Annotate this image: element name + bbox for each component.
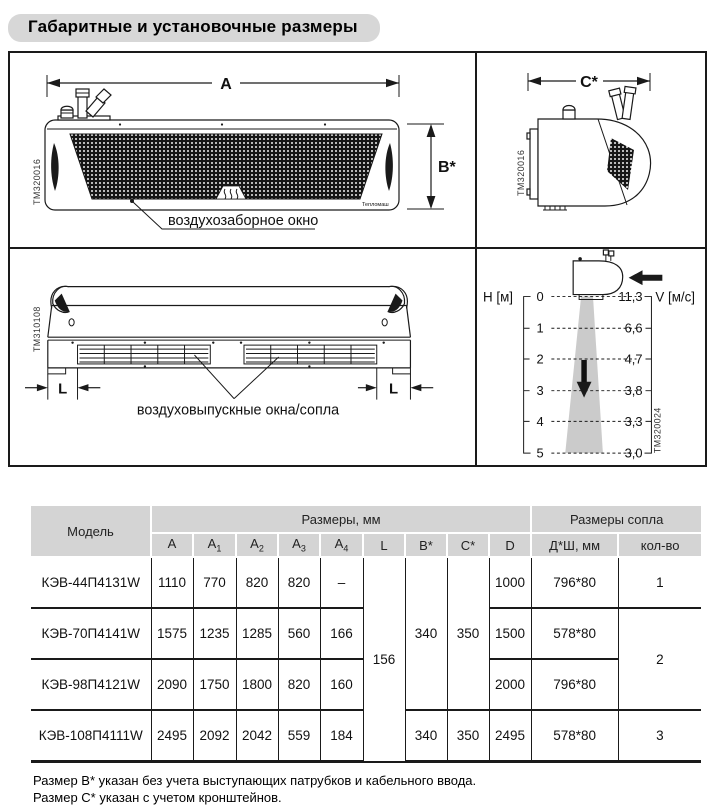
col-header-l: L [363,533,405,557]
cell-a3: 820 [278,557,320,608]
cell-a4: 166 [320,608,363,659]
col-header-model: Модель [31,505,151,557]
model-cell: КЭВ-70П4141W [31,608,151,659]
cell-qty: 3 [618,710,701,762]
col-header-a: A [151,533,193,557]
cell-a: 2495 [151,710,193,762]
cell-a: 1110 [151,557,193,608]
drawing-ref: TM320016 [32,158,42,205]
h-tick: 0 [536,289,544,305]
outlet-callout [137,355,339,418]
col-header-a2: $A_2$ [236,533,278,557]
cell-l-merged: 156 [363,557,405,762]
dim-label-l-right: L [389,381,399,398]
cell-nozzle: 796*80 [531,557,618,608]
side-view-panel [475,53,705,247]
cell-d: 1000 [489,557,531,608]
dim-label-l-left: L [58,381,68,398]
cell-a2: 820 [236,557,278,608]
col-header-nozzle-qty: кол-во [618,533,701,557]
note-b: Размер B* указан без учета выступающих патрубков и кабельного ввода. [33,773,477,788]
dim-label-b: B* [438,159,456,176]
cell-b: 340 [405,710,447,762]
cell-d: 1500 [489,608,531,659]
cell-d: 2000 [489,659,531,710]
cell-qty: 1 [618,557,701,608]
col-group-dimensions: Размеры, мм [151,505,531,533]
v-value: 4,7 [624,351,643,367]
cell-nozzle: 796*80 [531,659,618,710]
drawing-ref: TM320016 [516,149,526,196]
front-view-drawing [10,53,475,247]
model-cell: КЭВ-44П4131W [31,557,151,608]
cell-a: 1575 [151,608,193,659]
front-view-panel [10,53,475,247]
cell-b-merged: 340 [405,557,447,710]
cell-c-merged: 350 [447,557,489,710]
drawing-ref: TM320024 [652,407,663,454]
col-header-nozzle-size: Д*Ш, мм [531,533,618,557]
cell-nozzle: 578*80 [531,710,618,762]
h-axis [483,289,544,461]
velocity-diagram-panel [475,247,705,465]
model-cell: КЭВ-108П4111W [31,710,151,762]
louver-left [78,345,211,364]
col-header-a4: $A_4$ [320,533,363,557]
footnotes [33,773,707,807]
dim-label-a: A [220,76,232,93]
cell-a1: 1750 [193,659,236,710]
col-header-c: C* [447,533,489,557]
cell-d: 2495 [489,710,531,762]
cell-a2: 2042 [236,710,278,762]
cell-qty-merged: 2 [618,608,701,710]
cell-a2: 1800 [236,659,278,710]
outlet-callout-label: воздуховыпускные окна/сопла [136,402,340,419]
dimension-l-left [25,368,100,400]
cell-a3: 559 [278,710,320,762]
dimension-l-right [358,368,433,400]
air-curtain-side [527,86,651,210]
cell-a2: 1285 [236,608,278,659]
cell-a: 2090 [151,659,193,710]
cell-a1: 1235 [193,608,236,659]
v-value: 3,8 [624,383,643,399]
v-value: 3,3 [624,413,643,429]
bottom-view-drawing [10,249,475,465]
bottom-view-panel [10,247,475,465]
v-value: 11,3 [618,289,643,305]
dimension-b [407,124,457,209]
unit-icon [573,250,623,300]
velocity-diagram [477,249,705,465]
page-title: Габаритные и установочные размеры [8,14,380,42]
dimension-drawings [8,51,707,467]
cell-a3: 560 [278,608,320,659]
inflow-arrow-icon [629,270,663,285]
brand-logo: Тепломаш [362,202,389,208]
cell-a3: 820 [278,659,320,710]
side-view-drawing [477,53,705,247]
pipes [58,89,111,120]
note-c: Размер C* указан с учетом кронштейнов. [33,789,282,805]
dimensions-table [31,504,701,763]
h-tick: 1 [536,320,544,336]
h-tick: 3 [536,383,544,399]
cell-nozzle: 578*80 [531,608,618,659]
col-header-b: B* [405,533,447,557]
h-tick: 5 [536,445,544,461]
cell-a4: – [320,557,363,608]
air-curtain-front [45,89,399,210]
intake-callout-label: воздухозаборное окно [168,213,319,229]
col-header-a3: $A_3$ [278,533,320,557]
col-header-a1: $A_1$ [193,533,236,557]
h-axis-label: H [м] [483,289,513,305]
v-value: 3,0 [624,445,643,461]
dim-label-c: C* [580,74,598,91]
h-tick: 2 [536,351,544,367]
table-row [31,557,701,608]
h-tick: 4 [536,413,544,429]
col-group-nozzle: Размеры сопла [531,505,701,533]
col-header-d: D [489,533,531,557]
air-curtain-bottom [48,286,411,373]
cell-c: 350 [447,710,489,762]
cell-a1: 770 [193,557,236,608]
cell-a4: 160 [320,659,363,710]
model-cell: КЭВ-98П4121W [31,659,151,710]
louver-right [244,345,377,364]
v-axis-label: V [м/с] [655,289,696,305]
cell-a1: 2092 [193,710,236,762]
drawing-ref: TM310108 [31,306,42,353]
cell-a4: 184 [320,710,363,762]
v-value: 6,6 [624,320,643,336]
